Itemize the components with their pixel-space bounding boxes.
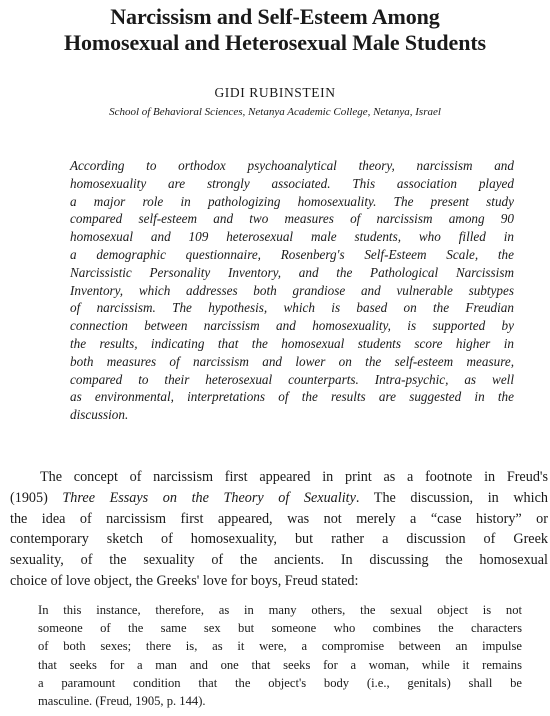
abstract-line: the results, indicating that the homosexual students score higher in xyxy=(70,335,514,351)
quote-line: that seeks for a man and one that seeks for a woman, while it remains xyxy=(38,657,522,672)
abstract-line: Inventory, which addresses both grandiose and vulnerable subtypes xyxy=(70,282,514,298)
abstract-line: homosexuality are strongly associated. This association played xyxy=(70,175,514,191)
abstract-line: a major role in pathologizing homosexuality. The present study xyxy=(70,193,514,209)
body-line xyxy=(10,488,548,509)
body-line: sexuality, of the sexuality of the ancients. In discussing the homosexual xyxy=(10,552,548,569)
abstract xyxy=(70,157,514,424)
body-line: The concept of narcissism first appeared in print as a footnote in Freud's xyxy=(40,469,548,485)
body-line: the idea of narcissism first appeared, was not merely a “case history” or xyxy=(10,510,548,527)
quote-line: of both sexes; there is, as it were, a compromise between an impulse xyxy=(38,639,522,654)
quote-line: masculine. (Freud, 1905, p. 144). xyxy=(38,694,206,709)
body-paragraph xyxy=(10,467,548,592)
body-text: . The discussion, in which xyxy=(355,489,548,506)
title-line-1: Narcissism and Self-Esteem Among xyxy=(110,4,440,29)
quote-line: In this instance, therefore, as in many others, the sexual object is not xyxy=(38,603,522,617)
title-line-2: Homosexual and Heterosexual Male Students xyxy=(63,30,487,55)
abstract-line: compared self-esteem and two measures of narcissism among 90 xyxy=(70,211,514,227)
book-title: Three Essays on the Theory of Sexuality xyxy=(62,489,356,506)
abstract-line: connection between narcissism and homosexuality, is supported by xyxy=(70,318,514,334)
abstract-line: Narcissistic Personality Inventory, and the Pathological Narcissism xyxy=(70,264,514,280)
abstract-line: compared to their heterosexual counterparts. Intra-psychic, as well xyxy=(70,371,514,387)
abstract-line: According to orthodox psychoanalytical theory, narcissism and xyxy=(70,158,514,173)
abstract-line: discussion. xyxy=(70,407,129,423)
quote-line: a paramount condition that the object's body (i.e., genitals) shall be xyxy=(38,675,522,690)
abstract-line: of narcissism. The hypothesis, which is based on the Freudian xyxy=(70,300,514,316)
body-line: contemporary sketch of homosexuality, but rather a discussion of Greek xyxy=(10,531,548,548)
abstract-line: both measures of narcissism and lower on the self-esteem measure, xyxy=(70,353,514,369)
block-quote xyxy=(38,601,522,710)
quote-line: someone of the same sex but someone who combines the characters xyxy=(38,621,522,636)
abstract-line: a demographic questionnaire, Rosenberg's Self-Esteem Scale, the xyxy=(70,246,514,262)
author-name: GIDI RUBINSTEIN xyxy=(214,85,336,100)
article-title xyxy=(0,4,550,56)
abstract-line: homosexual and 109 heterosexual male students, who filled in xyxy=(70,229,514,245)
abstract-line: as environmental, interpretations of the results are suggested in the xyxy=(70,389,514,405)
author-affiliation: School of Behavioral Sciences, Netanya Academic College, Netanya, Israel xyxy=(109,106,441,118)
body-text: (1905) xyxy=(10,489,63,506)
body-line: choice of love object, the Greeks' love for boys, Freud stated: xyxy=(10,572,359,589)
